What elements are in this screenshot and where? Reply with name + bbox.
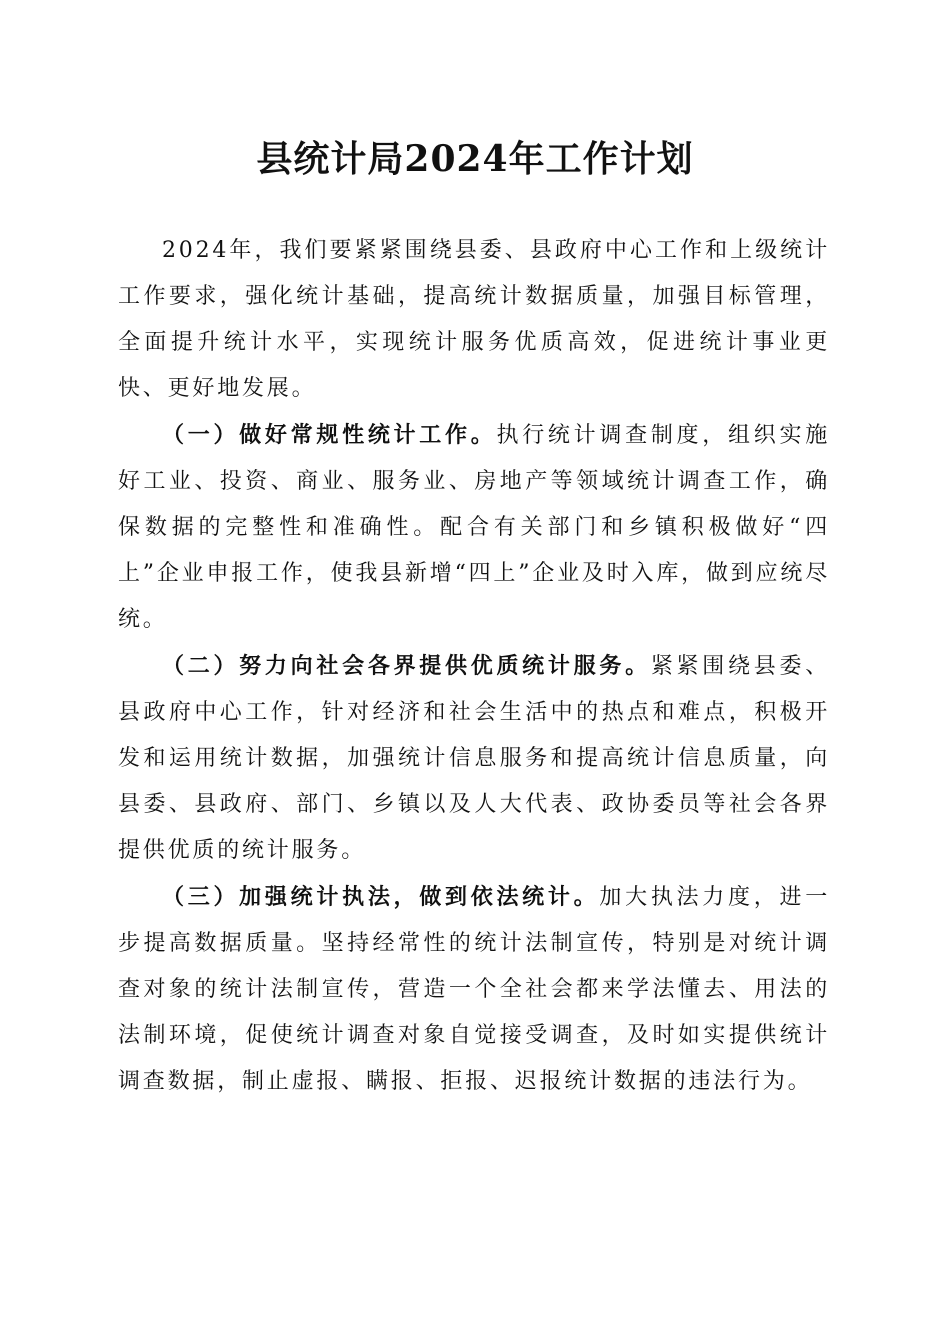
section-3-heading: （三）加强统计执法，做到依法统计。: [162, 884, 600, 910]
section-3-text: 加大执法力度，进一步提高数据质量。坚持经常性的统计法制宣传，特别是对统计调查对象的统计法制宣传，营造一个全社会都来学法懂去、用法的法制环境，促使统计调查对象自觉接受调查，及时如实提供统计调查数据，制止虚报、瞒报、拒报、迟报统计数据的违法行为。: [118, 885, 830, 1094]
intro-paragraph: 2024年，我们要紧紧围绕县委、县政府中心工作和上级统计工作要求，强化统计基础，提高统计数据质量，加强目标管理，全面提升统计水平，实现统计服务优质高效，促进统计事业更快、更好地发展。: [118, 238, 830, 401]
section-3-paragraph: [118, 874, 830, 1105]
document-title: 县统计局2024年工作计划: [256, 138, 694, 180]
section-1-heading: （一）做好常规性统计工作。: [162, 422, 497, 448]
section-2-heading: （二）努力向社会各界提供优质统计服务。: [162, 653, 651, 679]
section-2-paragraph: [118, 643, 830, 874]
document-body: [118, 228, 830, 1105]
section-1-text: 执行统计调查制度，组织实施好工业、投资、商业、服务业、房地产等领域统计调查工作，确保数据的完整性和准确性。配合有关部门和乡镇积极做好“四上”企业申报工作，使我县新增“四上”企业及时入库，做到应统尽统。: [118, 423, 830, 632]
section-2-text: 紧紧围绕县委、县政府中心工作，针对经济和社会生活中的热点和难点，积极开发和运用统计数据，加强统计信息服务和提高统计信息质量，向县委、县政府、部门、乡镇以及人大代表、政协委员等社会各界提供优质的统计服务。: [118, 654, 830, 863]
section-1-paragraph: [118, 412, 830, 643]
